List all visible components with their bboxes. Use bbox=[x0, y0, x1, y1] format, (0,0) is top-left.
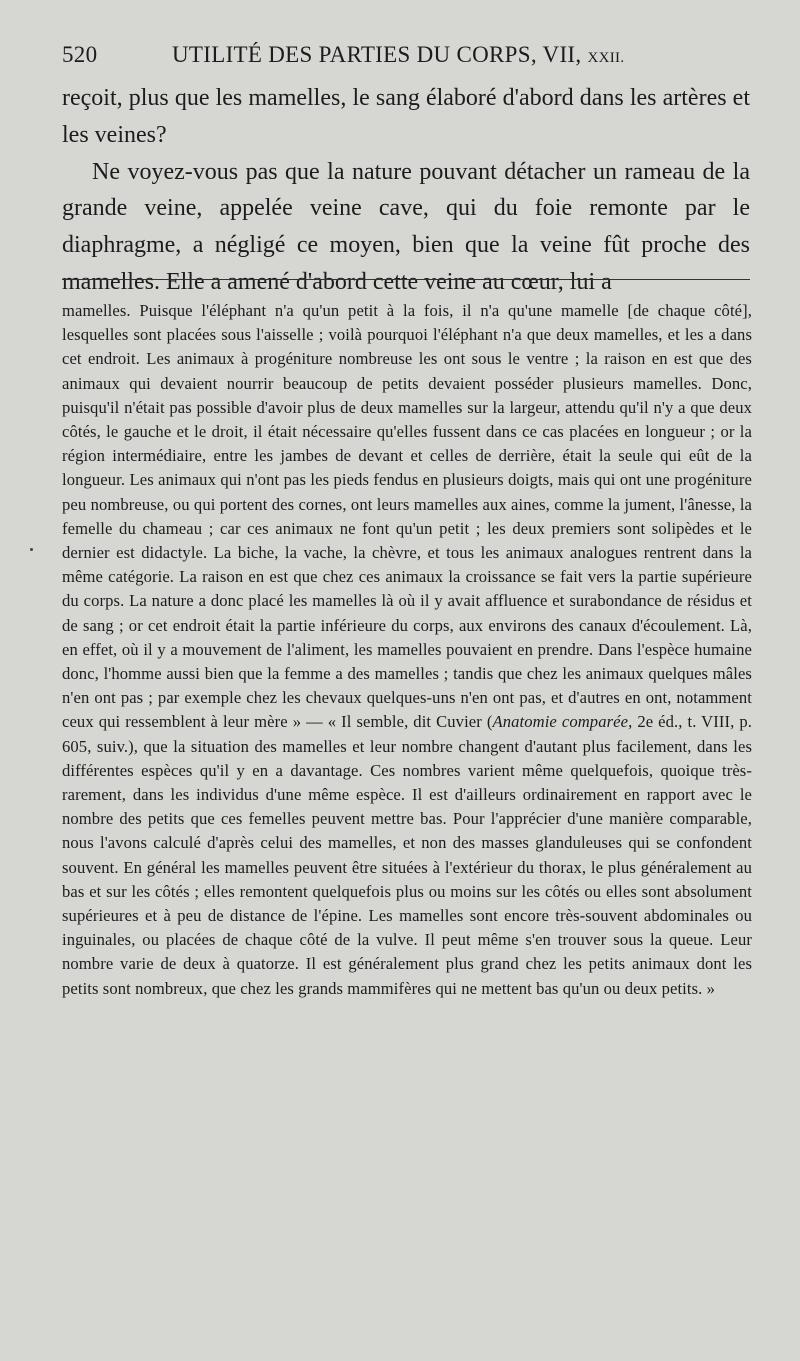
running-title-text: UTILITÉ DES PARTIES DU CORPS, VII, bbox=[172, 42, 582, 67]
paragraph-1: reçoit, plus que les mamelles, le sang élaboré d'abord dans les artères et les veines? bbox=[62, 85, 750, 148]
paragraph-2: Ne voyez-vous pas que la nature pouvant détacher un rameau de la grande veine, appelée veine cave, qui du foie remonte par le diaphragme, a négligé ce moyen, bien que la veine fût proche des mamelles. Elle a amené d'abord cette veine au cœur, lui a bbox=[62, 158, 750, 295]
page-number: 520 bbox=[62, 42, 98, 67]
footnote-separator bbox=[62, 279, 750, 280]
main-text bbox=[62, 80, 750, 301]
chapter-number: XXII. bbox=[587, 50, 625, 66]
footnote-paragraph bbox=[62, 299, 752, 1001]
footnote bbox=[62, 299, 752, 1001]
footnote-text-part2: , 2e éd., t. VIII, p. 605, suiv.), que la situation des mamelles et leur nombre changent d'autant plus facilement, dans les différentes espèces qu'il y en a davantage. Ces nombres varient même quelquefois, quoique très-rarement, dans les individus d'une même espèce. Il est d'ailleurs ordinairement en rapport avec le nombre des petits que ces femelles peuvent mettre bas. Pour l'apprécier d'une manière comparable, nous l'avons calculé d'après celui des mamelles, et non des masses glanduleuses qui se confondent souvent. En général les mamelles peuvent être situées à l'extérieur du thorax, le plus généralement au bas et sur les côtés ; elles remontent quelquefois plus ou moins sur les côtés ou elles sont absolument supérieures et à peu de distance de l'épine. Les mamelles sont encore très-souvent abdominales ou inguinales, ou placées de chaque côté de la vulve. Il peut même s'en trouver sous la queue. Leur nombre varie de deux à quatorze. Il est généralement plus grand chez les petits animaux dont les petits sont nombreux, que chez les grands mammifères qui ne mettent bas qu'un ou deux petits. » bbox=[62, 712, 752, 998]
footnote-text-part1: mamelles. Puisque l'éléphant n'a qu'un petit à la fois, il n'a qu'une mamelle [de chaque côté], lesquelles sont placées sous l'aisselle ; voilà pourquoi l'éléphant n'a que deux mamelles, et les a dans cet endroit. Les animaux à progéniture nombreuse les ont sous le ventre ; la raison en est que des animaux qui devaient nourrir beaucoup de petits devaient posséder plusieurs mamelles. Donc, puisqu'il n'était pas possible d'avoir plus de deux mamelles sur la largeur, attendu qu'il n'y a que deux côtés, le gauche et le droit, il était nécessaire qu'elles fussent dans ce cas placées en longueur ; or la région intermédiaire, entre les jambes de devant et celles de derrière, était la seule qui eût de la longueur. Les animaux qui n'ont pas les pieds fendus en plusieurs doigts, mais qui ont une progéniture peu nombreuse, ou qui portent des cornes, ont leurs mamelles aux aines, comme la jument, l'ânesse, la femelle du chameau ; car ces animaux ne font qu'un petit ; les deux premiers sont solipèdes et le dernier est didactyle. La biche, la vache, la chèvre, et tous les animaux analogues rentrent dans la même catégorie. La raison en est que chez ces animaux la croissance se fait vers la partie supérieure du corps. La nature a donc placé les mamelles là où il y avait affluence et surabondance de résidus et de sang ; or cet endroit était la partie inférieure du corps, aux environs des canaux d'écoulement. Là, en effet, où il y a mouvement de l'aliment, les mamelles pouvaient en prendre. Dans l'espèce humaine donc, l'homme aussi bien que la femme a des mamelles ; tandis que chez les animaux quelques mâles n'en ont pas ; par exemple chez les chevaux quelques-uns n'en ont pas, et d'autres en ont, notamment ceux qui ressemblent à leur mère » — « Il semble, dit Cuvier ( bbox=[62, 301, 752, 732]
footnote-citation-title: Anatomie comparée bbox=[492, 712, 629, 732]
running-title bbox=[172, 40, 624, 73]
margin-mark bbox=[30, 548, 33, 551]
